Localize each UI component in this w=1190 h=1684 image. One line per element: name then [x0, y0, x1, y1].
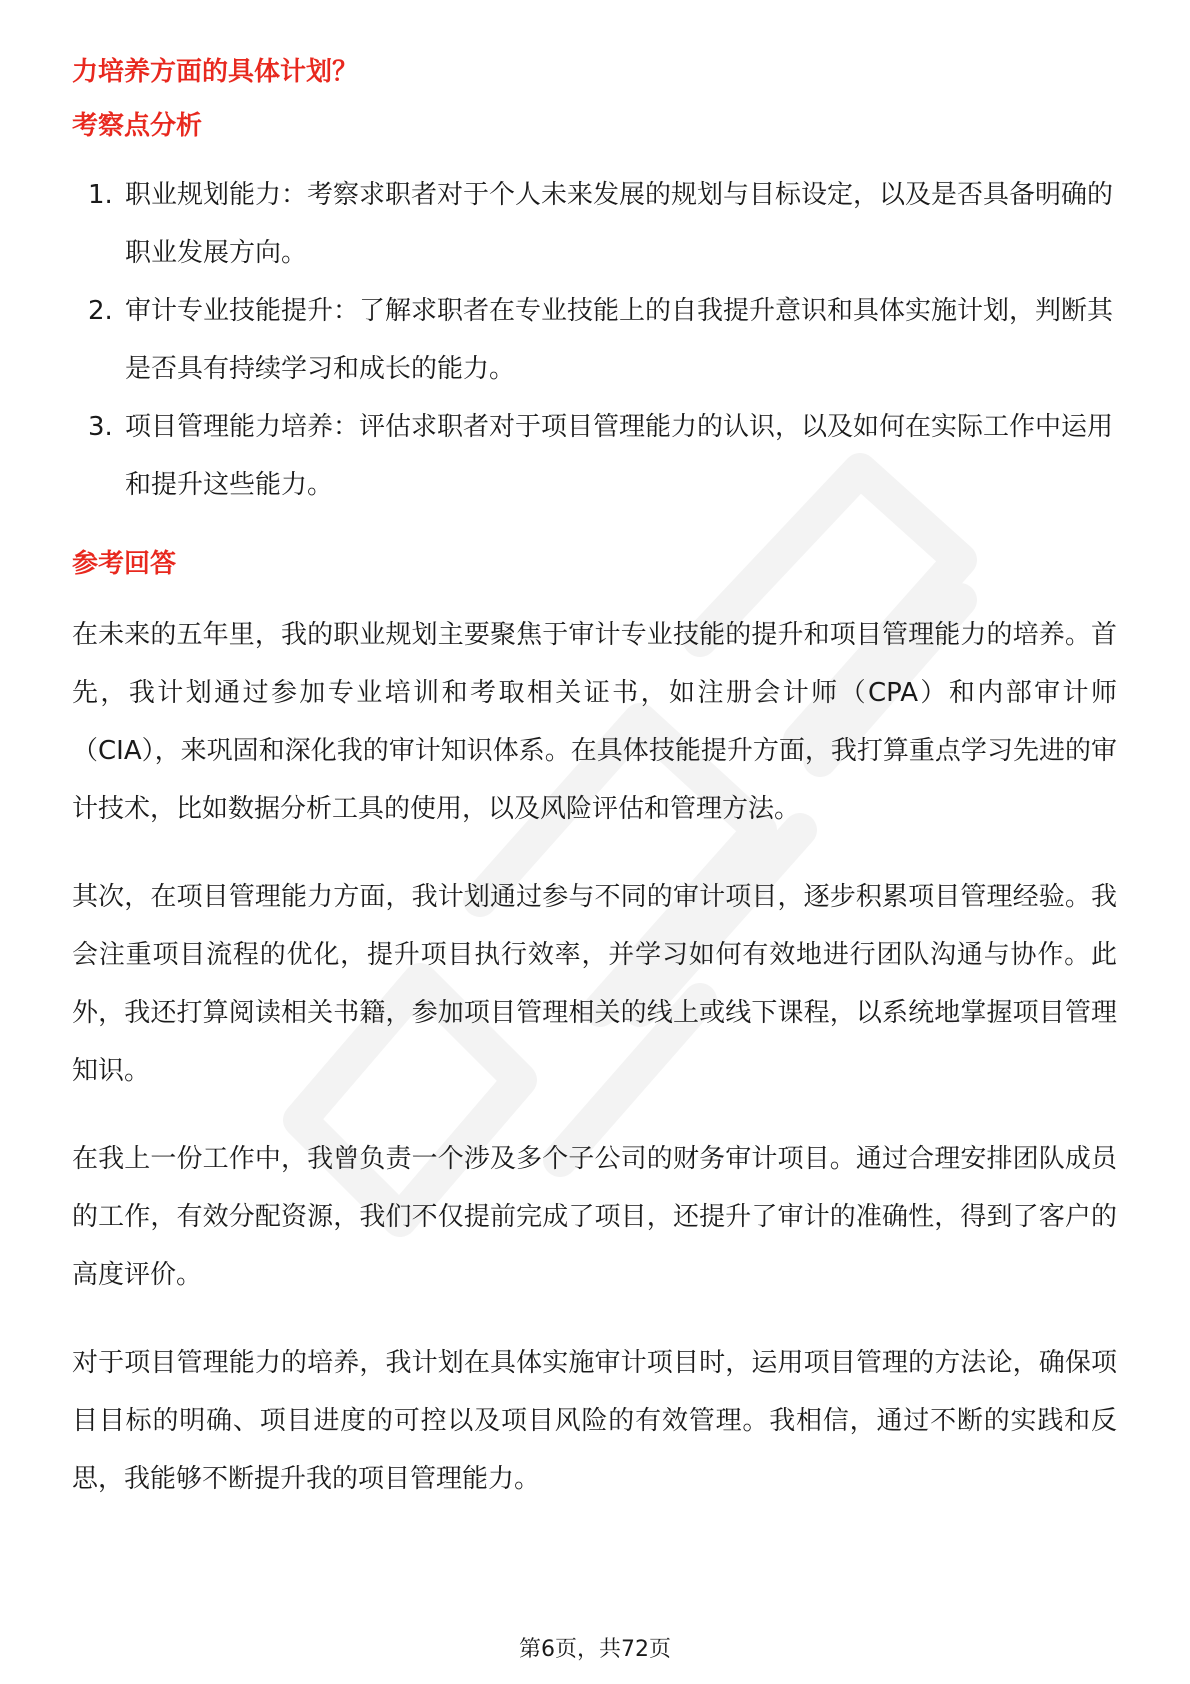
content-area	[72, 44, 1117, 1508]
list-number: 1.	[88, 180, 113, 210]
list-item-text: 项目管理能力培养：评估求职者对于项目管理能力的认识，以及如何在实际工作中运用和提升这些能力。	[125, 412, 1114, 500]
answer-paragraph: 其次，在项目管理能力方面，我计划通过参与不同的审计项目，逐步积累项目管理经验。我会注重项目流程的优化，提升项目执行效率，并学习如何有效地进行团队沟通与协作。此外，我还打算阅读相关书籍，参加项目管理相关的线上或线下课程，以系统地掌握项目管理知识。	[72, 882, 1117, 1086]
question-heading: 力培养方面的具体计划？	[72, 57, 359, 87]
list-item-text: 审计专业技能提升：了解求职者在专业技能上的自我提升意识和具体实施计划，判断其是否具有持续学习和成长的能力。	[125, 296, 1114, 384]
list-item	[72, 166, 1117, 282]
answer-paragraph: 在未来的五年里，我的职业规划主要聚焦于审计专业技能的提升和项目管理能力的培养。首先，我计划通过参加专业培训和考取相关证书，如注册会计师（CPA）和内部审计师（CIA），来巩固和深化我的审计知识体系。在具体技能提升方面，我打算重点学习先进的审计技术，比如数据分析工具的使用，以及风险评估和管理方法。	[72, 620, 1117, 824]
answer-heading: 参考回答	[72, 549, 177, 579]
analysis-list	[72, 166, 1117, 514]
page-number-footer: 第6页，共72页	[519, 1637, 671, 1662]
answer-paragraph: 在我上一份工作中，我曾负责一个涉及多个子公司的财务审计项目。通过合理安排团队成员的工作，有效分配资源，我们不仅提前完成了项目，还提升了审计的准确性，得到了客户的高度评价。	[72, 1144, 1117, 1290]
list-item	[72, 282, 1117, 398]
list-item	[72, 398, 1117, 514]
list-item-text: 职业规划能力：考察求职者对于个人未来发展的规划与目标设定，以及是否具备明确的职业发展方向。	[125, 180, 1114, 268]
answer-paragraph: 对于项目管理能力的培养，我计划在具体实施审计项目时，运用项目管理的方法论，确保项目目标的明确、项目进度的可控以及项目风险的有效管理。我相信，通过不断的实践和反思，我能够不断提升我的项目管理能力。	[72, 1348, 1117, 1494]
list-number: 3.	[88, 412, 113, 442]
list-number: 2.	[88, 296, 113, 326]
analysis-heading: 考察点分析	[72, 111, 203, 141]
